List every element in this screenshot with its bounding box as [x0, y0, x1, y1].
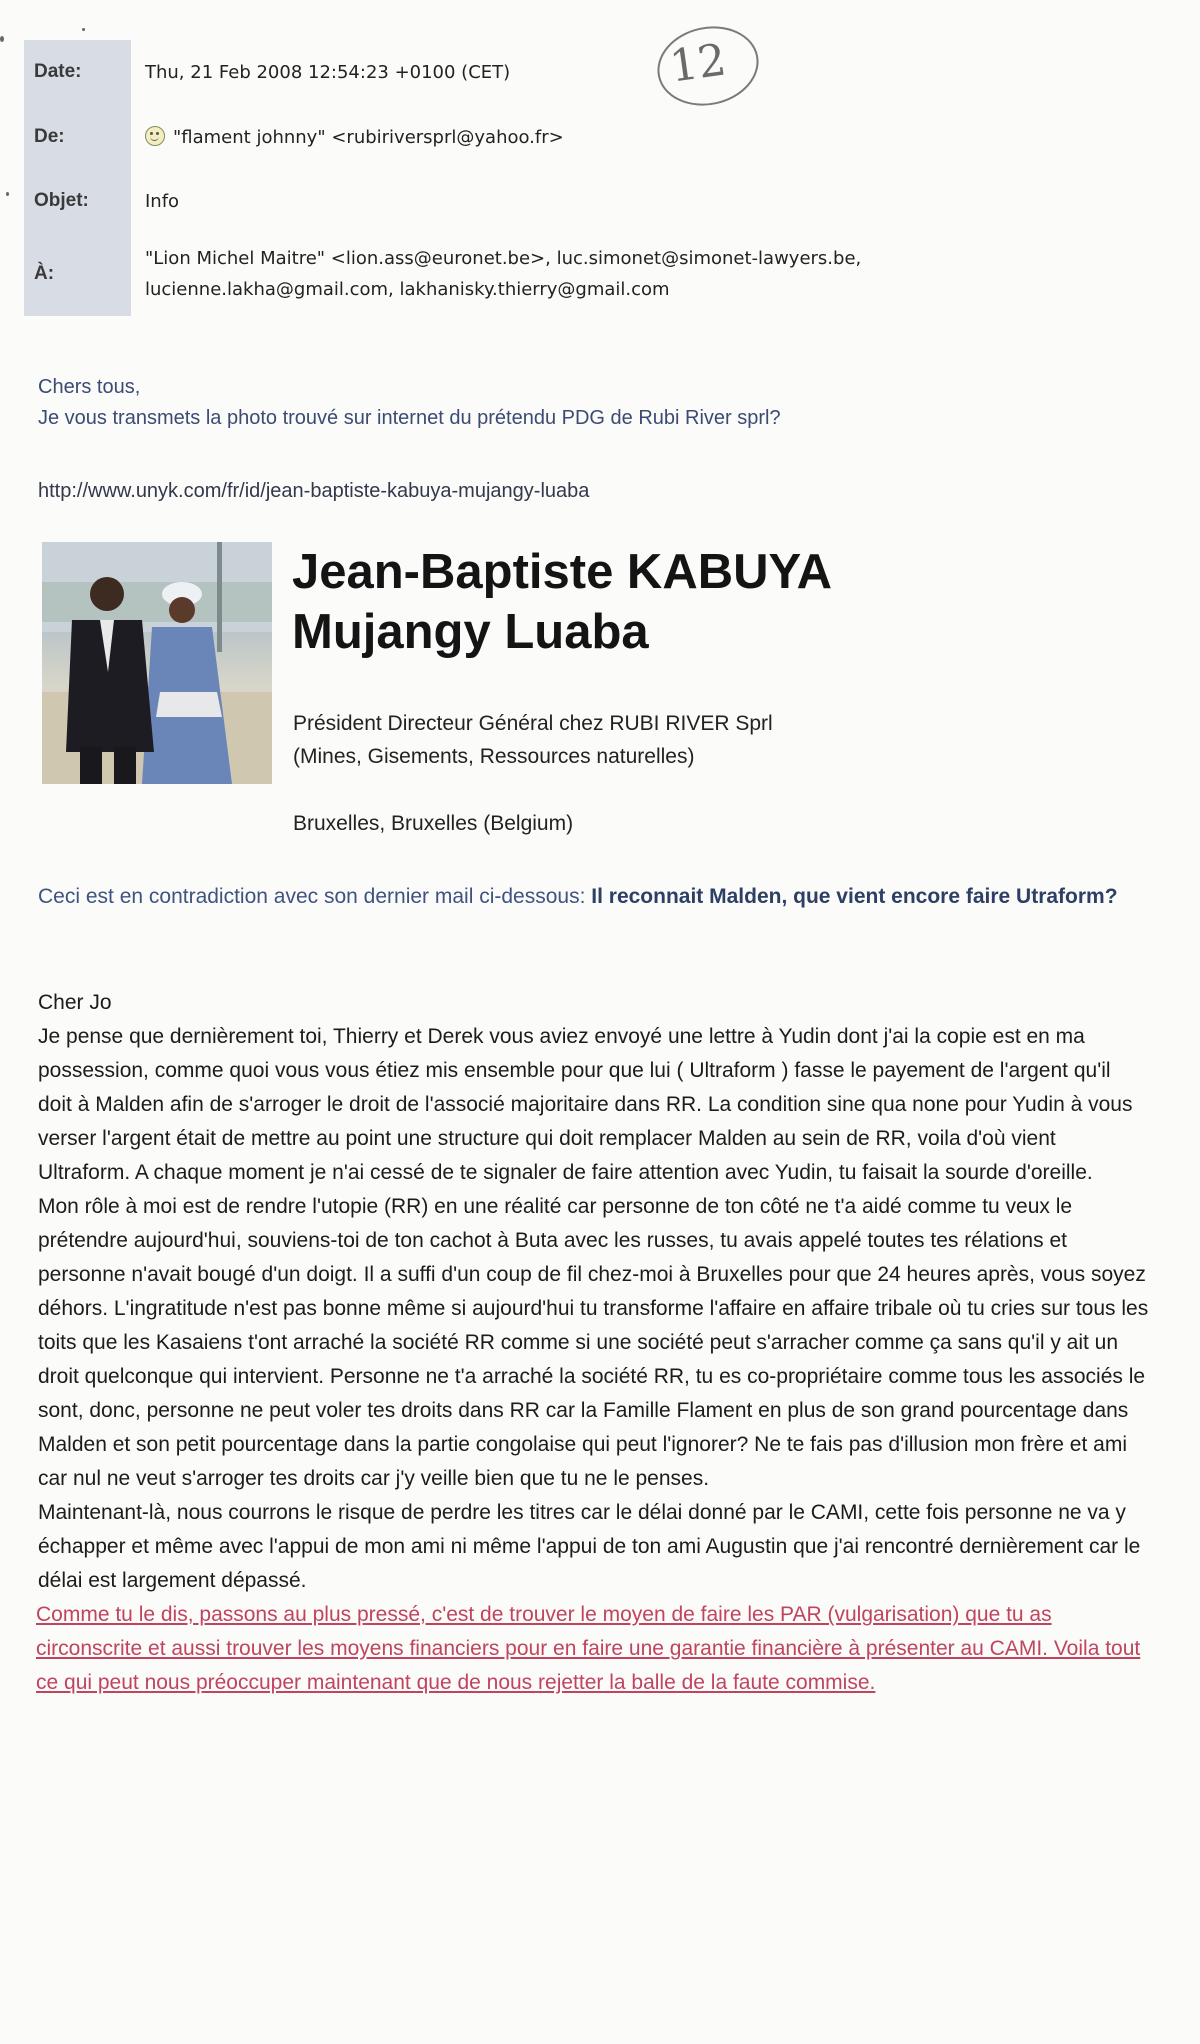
- to-cell: [131, 232, 1154, 316]
- email-header: [24, 40, 1154, 316]
- letter-paragraph-3: Maintenant-là, nous courrons le risque de perdre les titres car le délai donné par le CAMI, cette fois personne ne va y échapper et même avec l'appui de mon ami ni même l'appui de ton ami Augustin que j'ai rencontré dernièrement car le délai est largement dépassé.: [38, 1501, 1141, 1592]
- profile-position: Président Directeur Général chez RUBI RIVER Sprl: [293, 712, 773, 735]
- header-row-subject: [24, 170, 1154, 232]
- to-line-2: lucienne.lakha@gmail.com, lakhanisky.thierry@gmail.com: [145, 279, 670, 300]
- contact-smiley-icon: [145, 126, 165, 146]
- to-label: À:: [24, 232, 131, 316]
- scan-speck: [0, 36, 4, 42]
- letter-closing: Comme tu le dis, passons au plus pressé, c'est de trouver le moyen de faire les PAR (vulgarisation) que tu as circonscrite et aussi trouver les moyens financiers pour en faire une garantie financière à présenter au CAMI. Voila tout ce qui peut nous préoccuper maintenant que de nous rejetter la balle de la faute commise.: [36, 1603, 1141, 1694]
- header-row-date: [24, 40, 1154, 104]
- date-label: Date:: [24, 40, 131, 104]
- subject-label: Objet:: [24, 170, 131, 232]
- contradiction-bold: Il reconnait Malden, que vient encore faire Utraform?: [591, 885, 1118, 908]
- intro-line: Je vous transmets la photo trouvé sur internet du prétendu PDG de Rubi River sprl?: [38, 407, 781, 429]
- profile-photo-drawing: [42, 542, 272, 784]
- header-row-to: [24, 232, 1154, 316]
- profile-name-line-1: Jean-Baptiste KABUYA: [292, 545, 833, 599]
- date-value: Thu, 21 Feb 2008 12:54:23 +0100 (CET): [145, 61, 511, 83]
- from-label: De:: [24, 104, 131, 170]
- greeting-line: Chers tous,: [38, 376, 141, 398]
- contradiction-plain: Ceci est en contradiction avec son dernier mail ci-dessous:: [38, 885, 592, 908]
- profile-name: [292, 542, 1112, 663]
- scan-speck: [82, 28, 85, 31]
- to-line-1: "Lion Michel Maitre" <lion.ass@euronet.be>, luc.simonet@simonet-lawyers.be,: [145, 247, 862, 269]
- letter-salutation: Cher Jo: [38, 991, 112, 1014]
- header-row-from: [24, 104, 1154, 170]
- quoted-letter: [38, 986, 1150, 1700]
- profile-sector: (Mines, Gisements, Ressources naturelles): [293, 744, 695, 768]
- letter-paragraph-2: Mon rôle à moi est de rendre l'utopie (RR) en une réalité car personne de ton côté ne t'a aidé comme tu veux le prétendre aujourd'hui, souviens-toi de ton cachot à Buta avec les russes, tu avais appelé toutes tes rélations et personne n'avait bougé d'un doigt. Il a suffi d'un coup de fil chez-moi à Bruxelles pour que 24 heures après, vous soyez déhors. L'ingratitude n'est pas bonne même si aujourd'hui tu transforme l'affaire en affaire tribale où tu cries sur tous les toits que les Kasaiens t'ont arraché la société RR comme si une société peut s'arracher comme ça sans qu'il y ait un droit quelconque qui intervient. Personne ne t'a arraché la société RR, tu es co-propriétaire comme tous les associés le sont, donc, personne ne peut voler tes droits dans RR car la Famille Flament en plus de son grand pourcentage dans Malden et son petit pourcentage dans la partie congolaise qui peut l'ignorer? Ne te fais pas d'illusion mon frère et ami car nul ne veut s'arroger tes droits car j'y veille bien que tu ne le penses.: [38, 1195, 1149, 1490]
- from-value: "flament johnny" <rubiriversprl@yahoo.fr>: [173, 127, 564, 148]
- page-number-text: 12: [666, 34, 730, 93]
- profile-info: [293, 708, 1113, 773]
- letter-paragraph-1: Je pense que dernièrement toi, Thierry et Derek vous aviez envoyé une lettre à Yudin dont j'ai la copie est en ma possession, comme quoi vous vous étiez mis ensemble pour que lui ( Ultraform ) fasse le payement de l'argent qu'il doit à Malden afin de s'arroger le droit de l'associé majoritaire dans RR. La condition sine qua none pour Yudin à vous verser l'argent était de mettre au point une structure qui doit remplacer Malden au sein de RR, voila d'où vient Ultraform. A chaque moment je n'ai cessé de te signaler de faire attention avec Yudin, tu faisait la sourde d'oreille.: [38, 1025, 1133, 1184]
- profile-photo: [42, 542, 272, 784]
- profile-name-line-2: Mujangy Luaba: [292, 605, 649, 660]
- contradiction-note: [38, 880, 1148, 914]
- scan-speck: [6, 192, 9, 196]
- profile-url[interactable]: http://www.unyk.com/fr/id/jean-baptiste-kabuya-mujangy-luaba: [38, 480, 590, 502]
- from-cell: [131, 104, 1154, 170]
- profile-location: Bruxelles, Bruxelles (Belgium): [293, 812, 574, 835]
- subject-value: Info: [145, 190, 180, 212]
- intro-text: [38, 372, 1148, 434]
